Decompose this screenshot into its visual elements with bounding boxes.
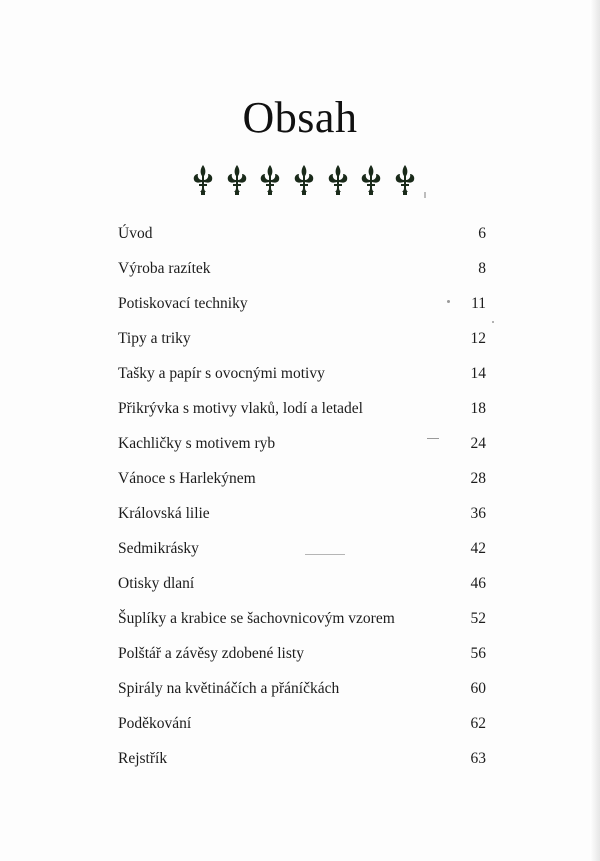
toc-entry-page-number: 36 <box>470 504 486 522</box>
fleur-de-lis-icon <box>392 164 418 196</box>
toc-entry <box>118 741 486 776</box>
fleur-de-lis-icon <box>325 164 351 196</box>
toc-entry-title: Přikrývka s motivy vlaků, lodí a letadel <box>118 399 363 417</box>
toc-entry <box>118 706 486 741</box>
toc-entry <box>118 321 486 356</box>
toc-entry-page-number: 46 <box>470 574 486 592</box>
toc-entry-page-number: 11 <box>471 294 486 312</box>
toc-entry-title: Šuplíky a krabice se šachovnicovým vzorem <box>118 609 395 627</box>
page-title: Obsah <box>242 93 358 142</box>
toc-entry <box>118 286 486 321</box>
toc-entry <box>118 356 486 391</box>
toc-entry-title: Otisky dlaní <box>118 574 195 592</box>
toc-entry-title: Rejstřík <box>118 749 168 767</box>
toc-entry-title: Úvod <box>118 224 153 242</box>
toc-entry <box>118 636 486 671</box>
toc-entry <box>118 601 486 636</box>
toc-entry-page-number: 28 <box>470 469 486 487</box>
toc-entry-page-number: 18 <box>470 399 486 417</box>
scan-speck <box>427 438 439 439</box>
toc-entry-title: Tašky a papír s ovocnými motivy <box>118 364 325 382</box>
toc-entry-title: Poděkování <box>118 714 192 732</box>
toc-entry-title: Královská lilie <box>118 504 210 522</box>
toc-entry-title: Kachličky s motivem ryb <box>118 434 276 452</box>
toc-entry-page-number: 8 <box>478 259 486 277</box>
toc-entry <box>118 426 486 461</box>
toc-entry-page-number: 14 <box>470 364 486 382</box>
toc-entry <box>118 216 486 251</box>
fleur-de-lis-icon <box>224 164 250 196</box>
fleur-de-lis-ornament-row <box>190 164 418 196</box>
toc-entry-title: Výroba razítek <box>118 259 211 277</box>
toc-entry-page-number: 52 <box>470 609 486 627</box>
fleur-de-lis-icon <box>257 164 283 196</box>
toc-entry-page-number: 42 <box>470 539 486 557</box>
toc-entry-page-number: 63 <box>470 749 486 767</box>
toc-entry-title: Vánoce s Harlekýnem <box>118 469 256 487</box>
toc-entry-page-number: 62 <box>470 714 486 732</box>
toc-entry-title: Spirály na květináčích a přáníčkách <box>118 679 340 697</box>
toc-entry-page-number: 12 <box>470 329 486 347</box>
toc-entry-page-number: 6 <box>478 224 486 242</box>
toc-entry <box>118 671 486 706</box>
toc-entry-title: Sedmikrásky <box>118 539 199 557</box>
toc-entry <box>118 531 486 566</box>
scan-speck <box>447 300 450 303</box>
fleur-de-lis-icon <box>358 164 384 196</box>
toc-entry-page-number: 24 <box>470 434 486 452</box>
toc-entry <box>118 251 486 286</box>
table-of-contents <box>118 216 486 776</box>
scan-speck <box>492 321 494 323</box>
scan-speck <box>424 192 426 198</box>
toc-entry-page-number: 56 <box>470 644 486 662</box>
toc-entry-page-number: 60 <box>470 679 486 697</box>
toc-entry-title: Polštář a závěsy zdobené listy <box>118 644 304 662</box>
toc-entry-title: Potiskovací techniky <box>118 294 248 312</box>
toc-entry <box>118 496 486 531</box>
toc-entry <box>118 566 486 601</box>
scan-speck <box>305 554 345 555</box>
fleur-de-lis-icon <box>291 164 317 196</box>
toc-entry <box>118 461 486 496</box>
toc-entry <box>118 391 486 426</box>
toc-entry-title: Tipy a triky <box>118 329 191 347</box>
fleur-de-lis-icon <box>190 164 216 196</box>
